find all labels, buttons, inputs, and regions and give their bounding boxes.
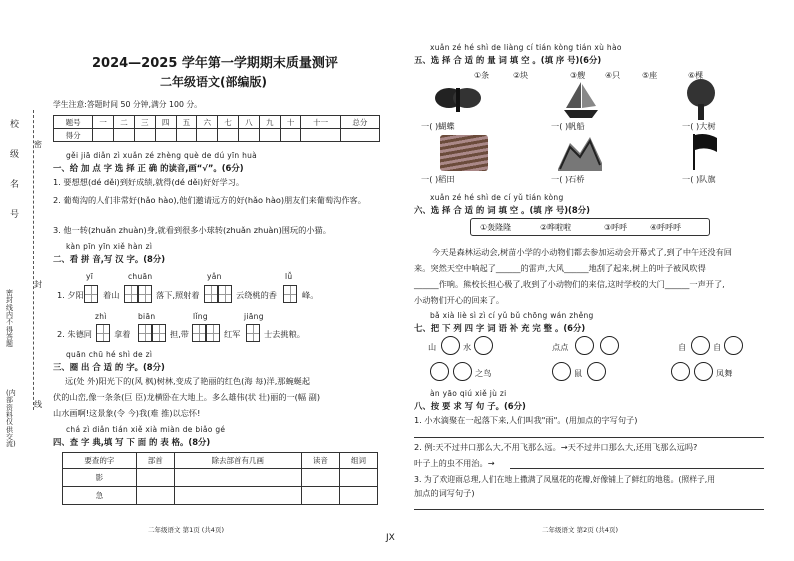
dict-answer-cell[interactable] [174,469,301,487]
tianzige-box[interactable] [96,324,110,342]
tianzige-box[interactable] [124,285,138,303]
flag-image [690,132,720,172]
score-input-cell[interactable] [218,129,239,142]
score-input-cell[interactable] [114,129,135,142]
score-input-cell[interactable] [259,129,280,142]
score-header-cell: 题号 [54,116,93,129]
footer-page2: 二年级语文 第2页 (共4页) [542,526,618,534]
q6-para4: 小动物们开心的回来了。 [414,295,505,305]
score-input-cell[interactable] [301,129,340,142]
score-header-cell: 八 [239,116,260,129]
q8-s1: 1. 小水滴聚在一起落下来,人们叫我"雨"。(用加点的字写句子) [414,415,638,425]
tianzige-box[interactable] [283,285,297,303]
q5-opt6: ⑥棵 [688,71,704,80]
q2-py-bian: biān [138,312,156,321]
q1-line2: 2. 葡萄沟的人们非常好(hǎo hào),他们邀请远方的好(hǎo hào)朋友们来葡萄沟作客。 [53,195,366,205]
q7-title: 七、把 下 列 四 字 词 语 补 充 完 整 。(6分) [414,323,586,333]
dict-char-cell: 影 [63,469,137,487]
q2-l1b: 着山 [103,290,120,300]
dict-answer-cell[interactable] [136,469,174,487]
score-header-cell: 三 [134,116,155,129]
score-table [53,115,380,142]
butterfly-image [432,80,484,120]
seal-line [33,110,34,410]
q7-pinyin: bǎ xià liè sì zì cí yǔ bǔ chōng wán zhěng [430,311,594,320]
answer-circle[interactable] [552,362,571,381]
score-header-cell: 一 [93,116,114,129]
tianzige-box[interactable] [206,324,220,342]
q8-s3b: 加点的词写句子) [414,488,475,498]
footer-code: JX [386,533,395,543]
q5-opt5: ⑤座 [642,71,658,80]
q2-title: 二、看 拼 音,写 汉 字。(8分) [53,254,166,264]
footer-page1: 二年级语文 第1页 (共4页) [148,526,224,534]
q2-l1d: 云绕桃的香 [236,290,277,300]
q5-item-sailboat: 一( )帆船 [551,121,585,131]
q3-title: 三、圈 出 合 适 的 字。(8分) [53,362,165,372]
dict-header-cell: 除去部首有几画 [174,453,301,469]
q2-l2d: 红军 [224,329,241,339]
q1-title: 一、给 加 点 字 选 择 正 确 的读音,画“√”。(6分) [53,163,244,173]
score-header-cell: 二 [114,116,135,129]
answer-circle[interactable] [724,336,743,355]
page-title: 2024—2025 学年第一学期期末质量测评 [92,56,338,71]
q6-title: 六、选 择 合 适 的 词 填 空 。(填 序 号)(8分) [414,205,590,215]
q7-diandian: 点点 [552,342,569,352]
q1-line1: 1. 要想想(dé děi)到好成绩,就得(dé děi)好好学习。 [53,177,245,187]
q8-s2b: 叶子上的虫不用治。→ [414,458,495,468]
q7-fengwu: 凤舞 [716,368,733,378]
q4-pinyin: chá zì diǎn tián xiě xià miàn de biǎo gé [66,425,226,434]
q8-pinyin: àn yāo qiú xiě jù zi [430,389,507,398]
tianzige-box[interactable] [84,285,98,303]
answer-circle[interactable] [441,336,460,355]
score-input-cell[interactable] [93,129,114,142]
score-input-cell[interactable] [134,129,155,142]
q3-line2: 伏的山峦,像一条条(巨 臣)龙横卧在大地上。多么雄伟(状 壮)丽的一(幅 副) [53,392,321,402]
q6-para3: ______作响。熊校长担心极了,收到了小动物们的来信,这时学校的大门______一声开了, [414,279,725,289]
dict-header-cell: 读音 [301,453,339,469]
school-label: 校 [10,120,20,130]
q5-item-bridge: 一( )石桥 [551,174,585,184]
q5-opt2: ②块 [513,71,529,80]
answer-line[interactable] [414,509,764,510]
tianzige-box[interactable] [204,285,218,303]
grade-label: 级 [10,150,20,160]
dict-answer-cell[interactable] [301,487,339,505]
answer-line[interactable] [510,468,764,469]
q5-opt1: ①条 [474,71,490,80]
q5-opt3: ③艘 [570,71,586,80]
score-header-cell: 九 [259,116,280,129]
q6-para1: 今天是森林运动会,树苗小学的小动物们都去参加运动会开幕式了,到了中午还没有回 [432,247,732,257]
tianzige-box[interactable] [138,285,152,303]
q8-s2: 2. 例:天不过井口那么大,不用飞那么远。→天不过井口那么大,还用飞那么远吗? [414,442,698,452]
score-input-cell[interactable] [176,129,197,142]
dict-answer-cell[interactable] [339,487,377,505]
q2-pinyin: kàn pīn yīn xiě hàn zì [66,242,153,251]
q3-line1: 远(处 外)阳光下的(风 枫)树林,变成了艳丽的红色(海 每)洋,那蜿蜒起 [65,376,311,386]
score-input-cell[interactable] [340,129,379,142]
q2-py-jiang: jiāng [244,312,264,321]
q2-l2a: 2. 朱德同 [57,329,92,339]
q5-opt4: ④只 [605,71,621,80]
dict-header-cell: 部首 [136,453,174,469]
q2-py-lv: lǚ [285,272,293,281]
q2-py-chuan: chuān [128,272,153,281]
q6-opt2: ②哗啦啦 [540,223,572,232]
score-header-cell: 七 [218,116,239,129]
q6-para2: 来。突然天空中响起了______的雷声,大风______地刮了起来,树上的叶子被风吹得 [414,263,706,273]
q3-pinyin: quān chū hé shì de zì [66,350,153,359]
q7-shu: 鼠 [574,368,583,378]
score-input-cell[interactable] [239,129,260,142]
score-header-cell: 五 [176,116,197,129]
q2-l2b: 拿着 [114,329,131,339]
dict-answer-cell[interactable] [174,487,301,505]
q2-l1a: 1. 夕阳 [57,290,84,300]
answer-circle[interactable] [691,336,710,355]
tianzige-box[interactable] [152,324,166,342]
q8-s3: 3. 为了欢迎雨总理,人们在地上撒满了凤凰花的花瓣,好像铺上了鲜红的地毯。(照样子,用 [414,475,716,484]
q2-py-ling: lǐng [193,312,208,321]
dict-header-cell: 组词 [339,453,377,469]
dict-answer-cell[interactable] [136,487,174,505]
score-input-cell[interactable] [280,129,301,142]
rice-field-image [440,135,488,171]
answer-line[interactable] [414,437,764,438]
q8-title: 八、按 要 求 写 句 子。(6分) [414,401,526,411]
tianzige-box[interactable] [218,285,232,303]
score-input-cell[interactable] [197,129,218,142]
seal-notice: 密封线内不得答题 [6,289,13,349]
q5-pinyin: xuǎn zé hé shì de liàng cí tián kòng tián xù hào [430,43,622,52]
secret-xian: 线 [34,400,42,409]
answer-circle[interactable] [575,336,594,355]
q2-l2c: 担,带 [170,329,189,339]
q2-py-yi: yī [86,272,94,281]
q1-pinyin: gěi jiā diǎn zì xuǎn zé zhèng què de dú yīn huà [66,151,258,160]
answer-circle[interactable] [694,362,713,381]
dict-header-cell: 要查的字 [63,453,137,469]
q7-shan: 山 [428,342,437,352]
stone-bridge-image [556,133,604,173]
q7-zhiniao: 之鸟 [475,368,492,378]
q3-line3: 山水画啊!这景象(令 今)我(难 推)以忘怀! [53,408,201,418]
q4-title: 四、查 字 典,填 写 下 面 的 表 格。(8分) [53,437,211,447]
exam-notice: 学生注意:答题时间 50 分钟,满分 100 分。 [53,100,202,109]
score-header-cell: 四 [155,116,176,129]
score-input-cell[interactable] [155,129,176,142]
tree-image [683,78,719,122]
score-header-cell: 十一 [301,116,340,129]
tianzige-box[interactable] [138,324,152,342]
q6-opt4: ④呼呼呼 [650,223,682,232]
page-subtitle: 二年级语文(部编版) [160,75,267,89]
q2-l2e: 士去挑粮。 [264,329,305,339]
tianzige-box[interactable] [246,324,260,342]
q2-py-zhi: zhì [95,312,107,321]
q2-l1e: 峰。 [302,290,319,300]
q5-item-tree: 一( )大树 [682,121,716,131]
q1-line3: 3. 他一转(zhuǎn zhuàn)身,就看到很多小球转(zhuǎn zhuàn)围玩的小猫。 [53,225,331,235]
sailboat-image [562,80,600,120]
q7-zi: 自 [678,342,687,352]
dictionary-table [62,452,378,505]
q6-opt3: ③呼呼 [604,223,628,232]
score-header-cell: 十 [280,116,301,129]
tianzige-box[interactable] [192,324,206,342]
name-label: 名 [10,180,20,190]
number-label: 号 [10,210,20,220]
score-header-cell: 六 [197,116,218,129]
secret-mi: 密 [34,140,42,149]
q5-title: 五、选 择 合 适 的 量 词 填 空 。(填 序 号)(6分) [414,55,602,65]
q5-item-butterfly: 一( )蝴蝶 [421,121,455,131]
q6-opt1: ①轰隆隆 [480,223,512,232]
q5-item-ricefield: 一( )稻田 [421,174,455,184]
q2-py-yan: yǎn [207,272,222,281]
answer-circle[interactable] [474,336,493,355]
answer-circle[interactable] [430,362,449,381]
answer-circle[interactable] [600,336,619,355]
internal-note: (内部资料 仅供交流) [6,389,16,449]
secret-feng: 封 [34,280,42,289]
q7-shui: 水 [463,342,472,352]
q5-item-flag: 一( )队旗 [682,174,716,184]
q6-pinyin: xuǎn zé hé shì de cí yǔ tián kòng [430,193,564,202]
score-header-cell: 总分 [340,116,379,129]
answer-circle[interactable] [587,362,606,381]
dict-answer-cell[interactable] [339,469,377,487]
dict-char-cell: 急 [63,487,137,505]
answer-circle[interactable] [453,362,472,381]
q7-zi-2: 自 [713,342,722,352]
score-label-cell: 得分 [54,129,93,142]
answer-circle[interactable] [671,362,690,381]
dict-answer-cell[interactable] [301,469,339,487]
q2-l1c: 落下,照射着 [156,290,200,300]
